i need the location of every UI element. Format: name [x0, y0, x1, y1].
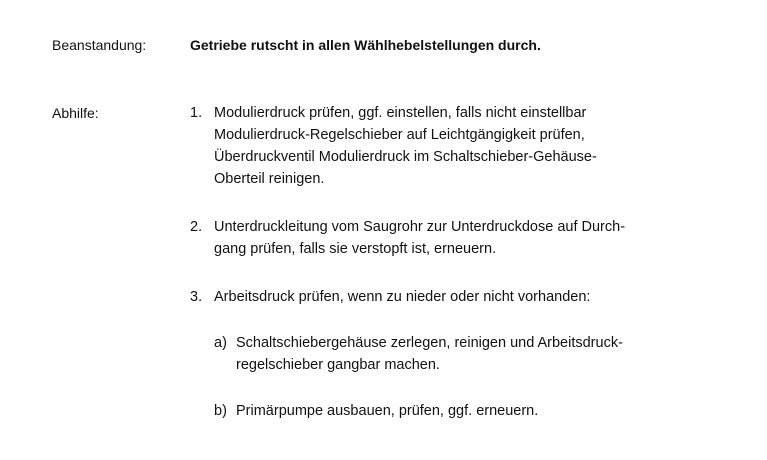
- item-number: 1.: [190, 105, 203, 121]
- remedy-subitem-b: [214, 400, 538, 422]
- item-text-line: Unterdruckleitung vom Saugrohr zur Unterdruckdose auf Durch-: [214, 219, 626, 235]
- item-text-line: Modulierdruck-Regelschieber auf Leichtgängigkeit prüfen,: [214, 127, 585, 143]
- complaint-label: Beanstandung:: [52, 37, 147, 53]
- item-text-line: Modulierdruck prüfen, ggf. einstellen, falls nicht einstellbar: [214, 105, 587, 121]
- remedy-label: Abhilfe:: [52, 105, 99, 121]
- remedy-item-3: [190, 286, 590, 308]
- subitem-text-line: Primärpumpe ausbauen, prüfen, ggf. erneuern.: [236, 403, 539, 419]
- complaint-text: Getriebe rutscht in allen Wählhebelstellungen durch.: [190, 37, 541, 53]
- subitem-text-line: regelschieber gangbar machen.: [236, 357, 440, 373]
- subitem-letter: a): [214, 335, 227, 351]
- subitem-letter: b): [214, 403, 227, 419]
- item-number: 2.: [190, 219, 203, 235]
- item-text-line: Überdruckventil Modulierdruck im Schaltschieber-Gehäuse-: [214, 149, 597, 165]
- subitem-text-line: Schaltschiebergehäuse zerlegen, reinigen und Arbeitsdruck-: [236, 335, 623, 351]
- remedy-item-2: [190, 216, 625, 260]
- item-number: 3.: [190, 289, 203, 305]
- remedy-item-1: [190, 102, 597, 190]
- item-text-line: gang prüfen, falls sie verstopft ist, erneuern.: [214, 241, 497, 257]
- remedy-subitem-a: [214, 332, 623, 376]
- item-text-line: Arbeitsdruck prüfen, wenn zu nieder oder nicht vorhanden:: [214, 289, 591, 305]
- item-text-line: Oberteil reinigen.: [214, 171, 325, 187]
